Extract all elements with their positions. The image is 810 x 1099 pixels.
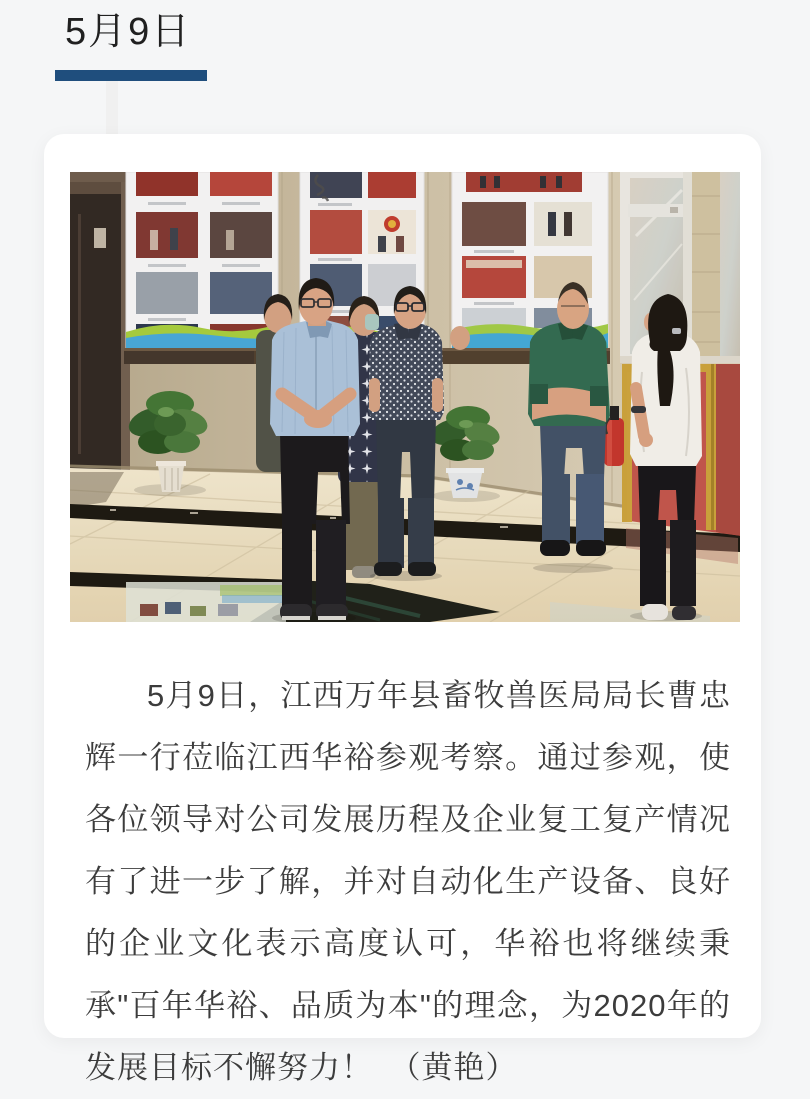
timeline-date-title: 5月9日	[65, 11, 192, 53]
article-photo[interactable]	[70, 172, 740, 622]
date-accent-bar	[55, 70, 207, 81]
timeline-connector-line	[106, 81, 118, 135]
lobby-visit-photo-illustration	[70, 172, 740, 622]
article-card	[44, 134, 761, 1085]
article-paragraph: 5月9日，江西万年县畜牧兽医局局长曹忠辉一行莅临江西华裕参观考察。通过参观，使各位领导对公司发展历程及企业复工复产情况有了进一步了解，并对自动化生产设备、良好的企业文化表示高度认可，华裕也将继续秉承"百年华裕、品质为本"的理念，为2020年的发展目标不懈努力！ （黄艳）	[85, 678, 731, 1085]
